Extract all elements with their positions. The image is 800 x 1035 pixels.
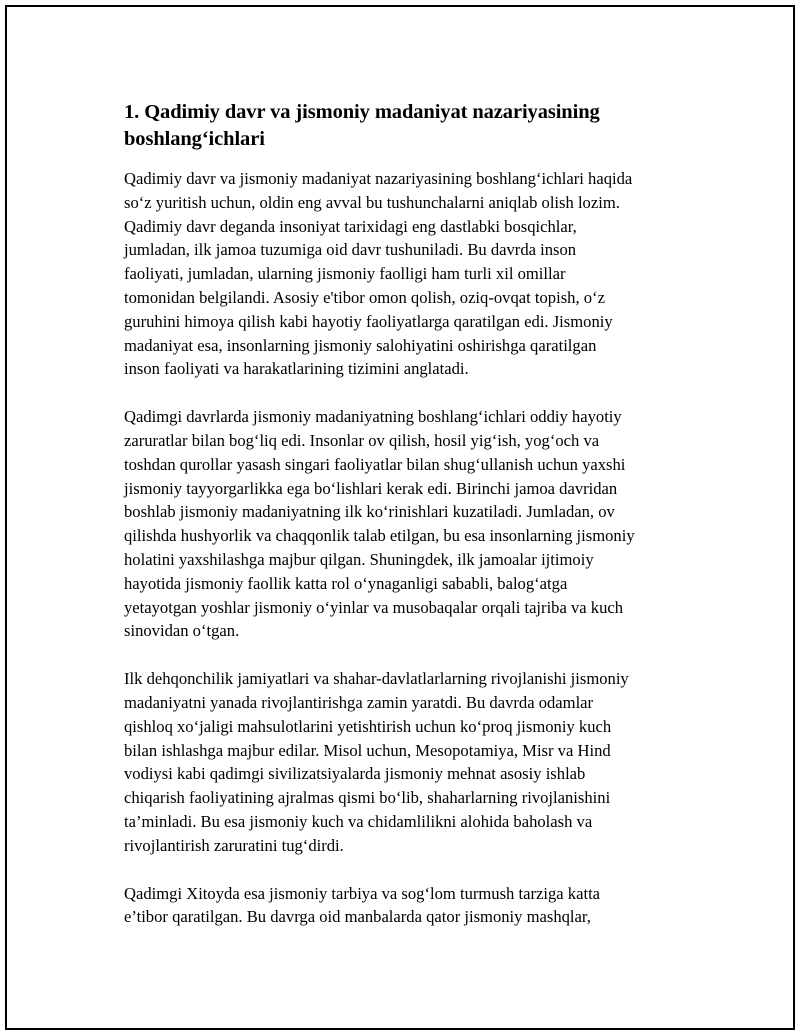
paragraph-gap [124, 858, 714, 882]
paragraph-gap [124, 381, 714, 405]
paragraph-1: Qadimiy davr va jismoniy madaniyat nazariyasining boshlang‘ichlari haqida so‘z yuritish uchun, oldin eng avval bu tushunchalarni aniqlab olish lozim. Qadimiy davr deganda insoniyat tarixidagi eng dastlabki bosqichlar, jumladan, ilk jamoa tuzumiga oid davr tushuniladi. Bu davrda inson faoliyati, jumladan, ularning jismoniy faolligi ham turli xil omillar tomonidan belgilandi. Asosiy e'tibor omon qolish, oziq-ovqat topish, o‘z guruhini himoya qilish kabi hayotiy faoliyatlarga qaratilgan edi. Jismoniy madaniyat esa, insonlarning jismoniy salohiyatini oshirishga qaratilgan inson faoliyati va harakatlarining tizimini anglatadi. [124, 169, 633, 379]
section-heading: 1. Qadimiy davr va jismoniy madaniyat nazariyasining boshlang‘ichlari [124, 101, 600, 150]
page-frame [5, 5, 795, 1030]
paragraph-4: Qadimgi Xitoyda esa jismoniy tarbiya va sog‘lom turmush tarziga katta e’tibor qaratilgan. Bu davrga oid manbalarda qator jismoniy mashqlar, [124, 883, 601, 927]
paragraph-gap [124, 643, 714, 667]
paragraph-3: Ilk dehqonchilik jamiyatlari va shahar-davlatlarlarning rivojlanishi jismoniy madaniyatni yanada rivojlantirishga zamin yaratdi. Bu davrda odamlar qishloq xo‘jaligi mahsulotlarini yetishtirish uchun ko‘proq jismoniy kuch bilan ishlashga majbur edilar. Misol uchun, Mesopotamiya, Misr va Hind vodiysi kabi qadimgi sivilizatsiyalarda jismoniy mehnat asosiy ishlab chiqarish faoliyatining ajralmas qismi bo‘lib, shaharlarning rivojlanishini ta’minladi. Bu esa jismoniy kuch va chidamlilikni alohida baholash va rivojlantirish zaruratini tug‘dirdi. [124, 669, 629, 855]
paragraph-2: Qadimgi davrlarda jismoniy madaniyatning boshlang‘ichlari oddiy hayotiy zaruratlar bilan bog‘liq edi. Insonlar ov qilish, hosil yig‘ish, yog‘och va toshdan qurollar yasash singari faoliyatlar bilan shug‘ullanish uchun yaxshi jismoniy tayyorgarlikka ega bo‘lishlari kerak edi. Birinchi jamoa davridan boshlab jismoniy madaniyatning ilk ko‘rinishlari kuzatiladi. Jumladan, ov qilishda hushyorlik va chaqqonlik talab etilgan, bu esa insonlarning jismoniy holatini yaxshilashga majbur qilgan. Shuningdek, ilk jamoalar ijtimoiy hayotida jismoniy faollik katta rol o‘ynaganligi sababli, balog‘atga yetayotgan yoshlar jismoniy o‘yinlar va musobaqalar orqali tajriba va kuch sinovidan o‘tgan. [124, 407, 635, 641]
document-content [124, 99, 714, 929]
